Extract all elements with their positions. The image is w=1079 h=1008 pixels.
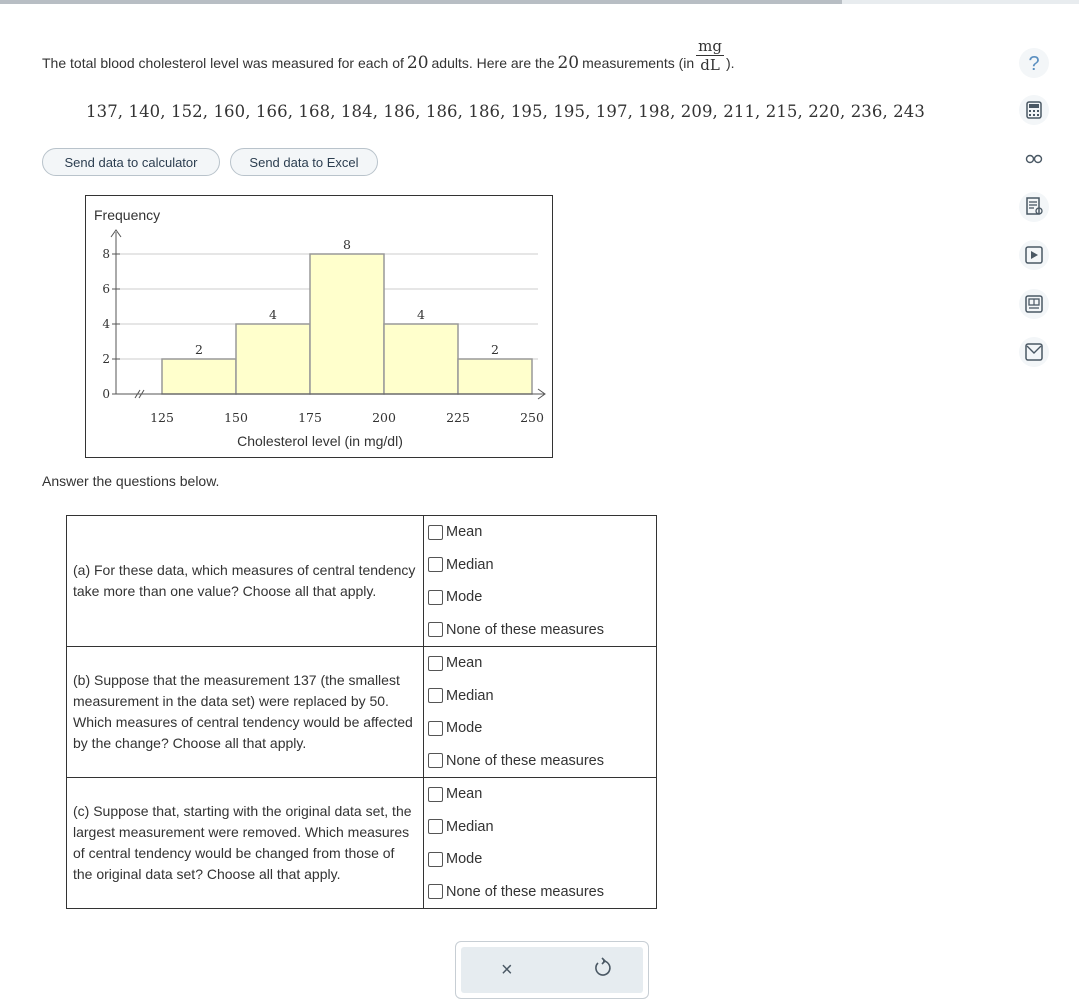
checkbox[interactable] [428,819,443,834]
help-icon [1016,46,1052,80]
unit-denominator: dL [700,55,720,74]
option-c-mode[interactable] [424,843,656,876]
undo-button[interactable] [593,957,613,984]
option-c-median[interactable] [424,811,656,844]
message-button[interactable] [1016,335,1052,369]
question-text-c: (c) Suppose that, starting with the original data set, the largest measurement were removed. Which measures of central tendency would be changed from those of the original data set? Choose all that apply. [67,778,424,909]
bar-value-label: 4 [417,307,425,322]
intro-middle: adults. Here are the [431,55,555,71]
count-2: 20 [557,53,580,73]
checkbox[interactable] [428,656,443,671]
undo-icon [593,957,613,979]
help-glyph: ? [1028,53,1040,75]
send-to-excel-button[interactable]: Send data to Excel [230,148,378,176]
option-label: Mode [446,720,483,737]
option-a-none[interactable] [424,614,656,647]
notes-icon [1016,190,1052,224]
y-axis-title: Frequency [94,207,161,223]
option-b-none[interactable] [424,745,656,778]
option-b-mean[interactable] [424,647,656,680]
x-axis-title: Cholesterol level (in mg/dl) [237,433,403,449]
y-tick-label: 8 [102,247,110,261]
unit-numerator: mg [698,36,722,55]
intro-close: ). [726,55,735,71]
histogram-bar [162,359,236,394]
video-button[interactable] [1016,238,1052,272]
intro-prefix: The total blood cholesterol level was measured for each of [42,55,404,71]
checkbox[interactable] [428,787,443,802]
x-tick-label: 225 [446,410,470,425]
option-label: Mode [446,851,483,868]
option-label: None of these measures [446,621,604,638]
histogram-bar [458,359,532,394]
question-row-a [67,516,657,647]
checkbox[interactable] [428,852,443,867]
option-label: None of these measures [446,883,604,900]
histogram [85,195,553,458]
bar-value-label: 8 [343,237,351,252]
option-label: None of these measures [446,752,604,769]
textbook-button[interactable] [1016,287,1052,321]
answer-actions [455,941,649,999]
notes-button[interactable] [1016,190,1052,224]
video-icon [1016,238,1052,272]
question-text-b: (b) Suppose that the measurement 137 (the smallest measurement in the data set) were replaced by 50. Which measures of central tendency would be affected by the change? Choose all that apply. [67,647,424,778]
checkbox[interactable] [428,557,443,572]
histogram-svg [86,196,554,459]
problem-intro [42,36,802,86]
help-button[interactable] [1016,46,1052,80]
count-1: 20 [406,53,429,73]
question-text-a: (a) For these data, which measures of central tendency take more than one value? Choose all that apply. [67,516,424,647]
unit-fraction [696,37,724,74]
glasses-icon [1016,142,1052,176]
histogram-bar [310,254,384,394]
option-label: Median [446,687,494,704]
y-tick-label: 4 [102,317,110,331]
bar-value-label: 2 [491,342,499,357]
question-row-c [67,778,657,909]
checkbox[interactable] [428,525,443,540]
x-tick-label: 175 [298,410,322,425]
x-tick-label: 125 [150,410,174,425]
y-tick-label: 6 [102,282,110,296]
option-c-mean[interactable] [424,778,656,811]
histogram-bar [236,324,310,394]
x-tick-label: 250 [520,410,544,425]
option-label: Mean [446,786,483,803]
option-a-mode[interactable] [424,581,656,614]
option-b-median[interactable] [424,680,656,713]
glasses-button[interactable] [1016,142,1052,176]
clear-button[interactable]: × [501,959,513,981]
option-b-mode[interactable] [424,712,656,745]
histogram-bar [384,324,458,394]
bar-value-label: 4 [269,307,277,322]
progress-bar [0,0,1079,4]
instructions: Answer the questions below. [42,473,220,489]
option-label: Mean [446,524,483,541]
action-bar [461,947,643,993]
option-label: Median [446,818,494,835]
options-a [424,516,657,647]
message-icon [1016,335,1052,369]
data-values: 137, 140, 152, 160, 166, 168, 184, 186, 186, 186, 195, 195, 197, 198, 209, 211, 215, 220, 236, 243 [86,102,925,121]
progress-fill [0,0,842,4]
option-c-none[interactable] [424,876,656,909]
intro-suffix: measurements (in [582,55,695,71]
questions-table [66,515,657,909]
x-tick-label: 200 [372,410,396,425]
options-b [424,647,657,778]
x-tick-label: 150 [224,410,248,425]
checkbox[interactable] [428,590,443,605]
send-to-calculator-button[interactable]: Send data to calculator [42,148,220,176]
bar-value-label: 2 [195,342,203,357]
checkbox[interactable] [428,884,443,899]
option-label: Mean [446,655,483,672]
calculator-button[interactable] [1016,93,1052,127]
question-row-b [67,647,657,778]
option-label: Median [446,556,494,573]
options-c [424,778,657,909]
checkbox[interactable] [428,688,443,703]
y-tick-label: 2 [102,352,110,366]
y-tick-label: 0 [102,387,110,401]
checkbox[interactable] [428,753,443,768]
option-a-median[interactable] [424,549,656,582]
option-a-mean[interactable] [424,516,656,549]
checkbox[interactable] [428,721,443,736]
option-label: Mode [446,589,483,606]
checkbox[interactable] [428,622,443,637]
calculator-icon [1016,93,1052,127]
textbook-icon [1016,287,1052,321]
